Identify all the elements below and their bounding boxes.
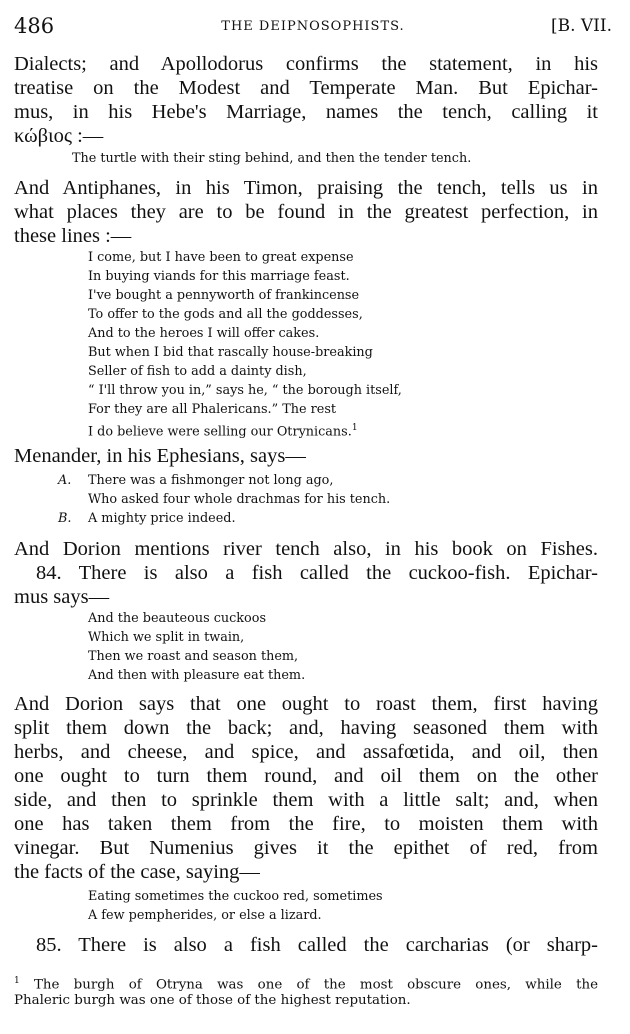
text-line: Dialects; and Apollodorus confirms the statement, in his [14,53,598,75]
verse-line: “ I'll throw you in,” says he, “ the borough itself, [88,383,402,398]
verse-line: To offer to the gods and all the goddesses, [88,307,363,322]
text-line: herbs, and cheese, and spice, and assafœtida, and oil, then [14,741,598,763]
dialogue-text: There was a fishmonger not long ago, [88,473,334,488]
verse-line: For they are all Phalericans.” The rest [88,402,337,417]
text-line: Menander, in his Ephesians, says— [14,445,306,467]
text-line: vinegar. But Numenius gives it the epithet of red, from [14,837,598,859]
text-line: treatise on the Modest and Temperate Man. But Epichar- [14,77,598,99]
text-line: one ought to turn them round, and oil them on the other [14,765,598,787]
page-number: 486 [14,14,55,38]
verse-line: Seller of fish to add a dainty dish, [88,364,307,379]
text-line-greek: κώβιος :— [14,125,104,147]
text-line: these lines :— [14,225,132,247]
dialogue-line [58,471,333,490]
verse-line: Then we roast and season them, [88,649,299,664]
verse-line: A few pempherides, or else a lizard. [88,908,322,923]
verse-line: In buying viands for this marriage feast. [88,269,350,284]
dialogue-text: Who asked four whole drachmas for his tench. [88,492,391,507]
book-reference: [B. VII. [550,16,612,36]
verse-line: I've bought a pennyworth of frankincense [88,288,360,303]
text-line: what places they are to be found in the greatest perfection, in [14,201,598,223]
text-line: And Dorion mentions river tench also, in his book on Fishes. [14,538,598,560]
verse-line: The turtle with their sting behind, and then the tender tench. [72,151,472,166]
text-line: one has taken them from the fire, to moisten them with [14,813,598,835]
text-line: mus says— [14,586,110,608]
text-line: And Antiphanes, in his Timon, praising the tench, tells us in [14,177,598,199]
footnote-text: The burgh of Otryna was one of the most obscure ones, while the [33,977,598,993]
verse-line: Eating sometimes the cuckoo red, sometimes [88,889,383,904]
section-start-line: 84. There is also a fish called the cuckoo-fish. Epichar- [36,562,598,584]
dialogue-text: A mighty price indeed. [88,511,236,526]
speaker-label: A. [58,473,72,488]
text-line: mus, in his Hebe's Marriage, names the tench, calling it [14,101,598,123]
verse-line: And the beauteous cuckoos [88,611,267,626]
verse-line: I come, but I have been to great expense [88,250,354,265]
footnote-marker: 1 [14,976,20,986]
text-line: the facts of the case, saying— [14,861,260,883]
footnote-reference: 1 [351,423,358,433]
verse-text: I do believe were selling our Otrynicans. [88,424,352,440]
running-title: THE DEIPNOSOPHISTS. [221,19,405,34]
text-line: side, and then to sprinkle them with a little salt; and, when [14,789,598,811]
verse-line: And then with pleasure eat them. [88,668,306,683]
verse-line: But when I bid that rascally house-breaking [88,345,373,360]
speaker-label: B. [58,511,72,526]
text-line: split them down the back; and, having seasoned them with [14,717,598,739]
footnote-line: Phaleric burgh was one of those of the highest reputation. [14,993,411,1008]
running-header [14,14,612,42]
verse-line: Which we split in twain, [88,630,245,645]
dialogue-line [58,509,236,528]
section-start-line: 85. There is also a fish called the carcharias (or sharp- [36,934,598,956]
verse-line: And to the heroes I will offer cakes. [88,326,320,341]
text-line: And Dorion says that one ought to roast them, first having [14,693,598,715]
verse-line-with-footnote [88,419,358,441]
dialogue-line [58,490,390,509]
